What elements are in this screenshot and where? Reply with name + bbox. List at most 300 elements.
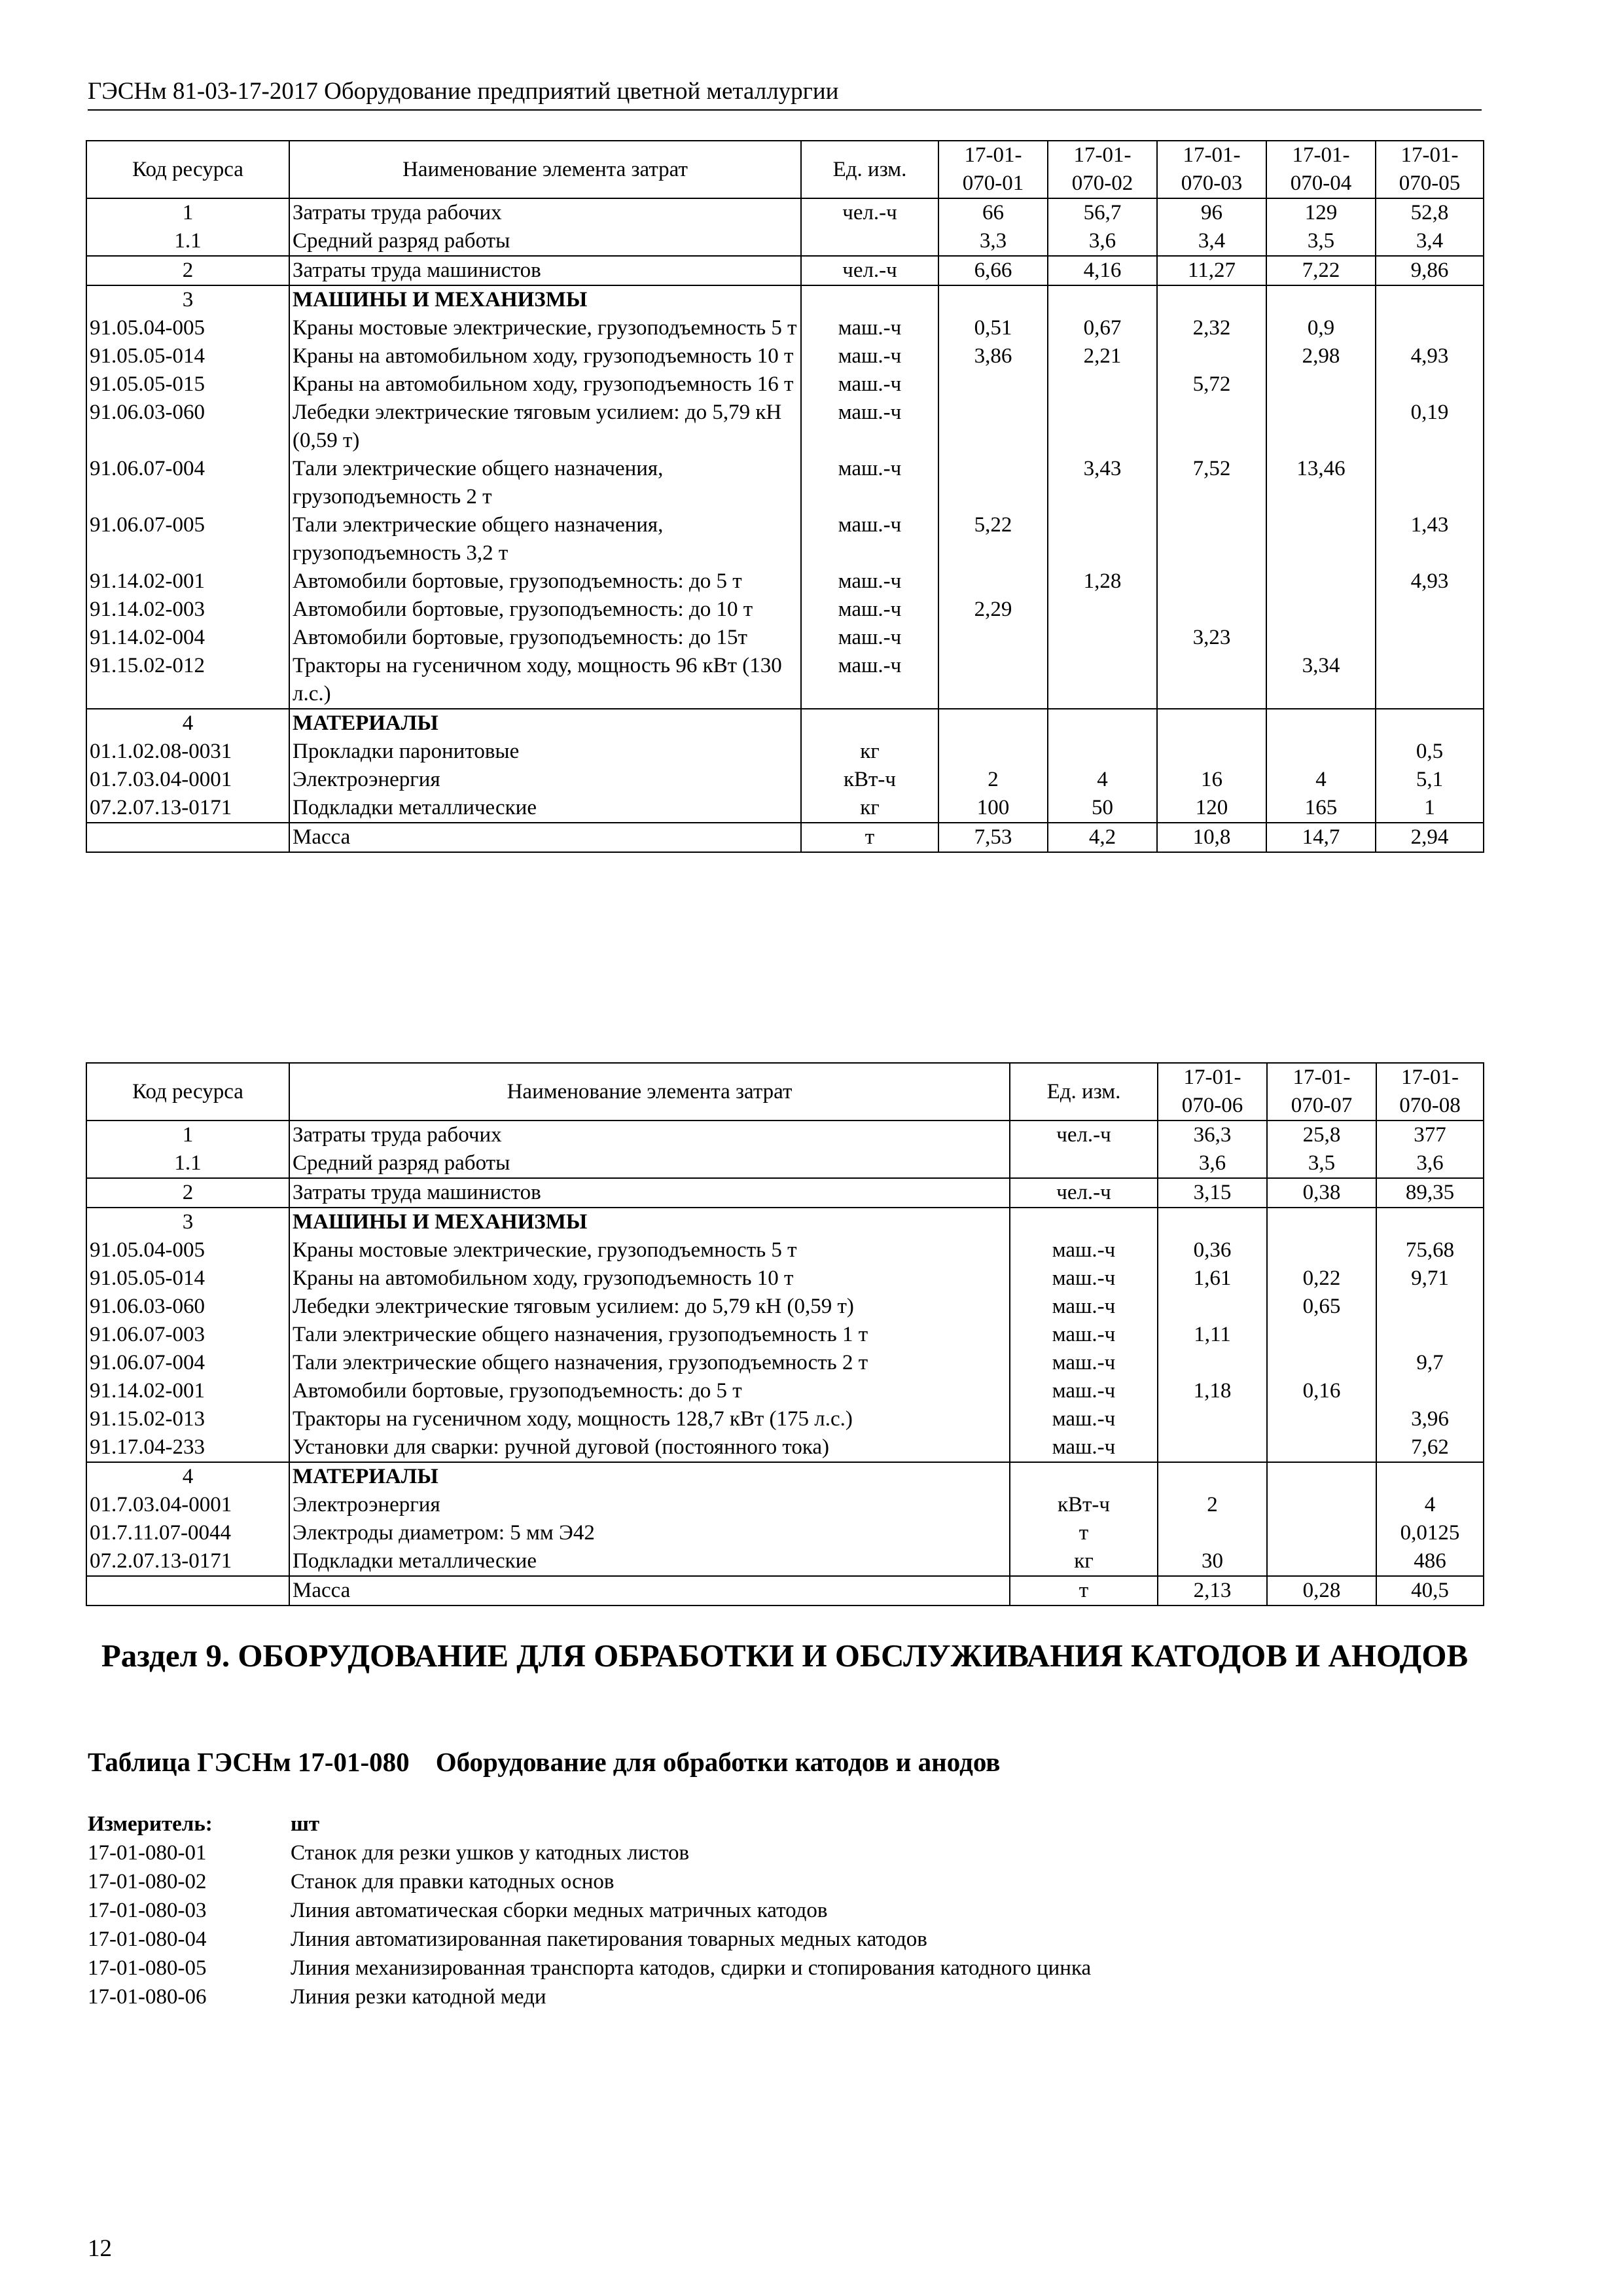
cost-element-name: Тали электрические общего назначения, грузоподъемность 2 т bbox=[289, 455, 801, 511]
meter-item-code: 17-01-080-02 bbox=[88, 1870, 207, 1893]
unit bbox=[1010, 1208, 1158, 1236]
table-row bbox=[86, 198, 1484, 227]
norm-value: 1,18 bbox=[1158, 1377, 1267, 1405]
norm-value: 9,71 bbox=[1376, 1265, 1484, 1293]
cost-element-name: Автомобили бортовые, грузоподъемность: до 5 т bbox=[289, 567, 801, 596]
meter-label: Измеритель: bbox=[88, 1812, 213, 1836]
norm-value bbox=[1157, 511, 1266, 567]
t1-col-header: 17-01- 070-02 bbox=[1048, 141, 1157, 198]
norm-value bbox=[1157, 738, 1266, 766]
table-row bbox=[86, 1519, 1484, 1547]
cost-element-name: Подкладки металлические bbox=[289, 1547, 1010, 1576]
norm-value: 4,16 bbox=[1048, 256, 1157, 285]
norm-value: 4,93 bbox=[1376, 342, 1484, 370]
meter-item-desc: Линия автоматизированная пакетирования товарных медных катодов bbox=[291, 1928, 927, 1951]
resource-code: 91.14.02-001 bbox=[86, 567, 289, 596]
resource-code: 1 bbox=[86, 1121, 289, 1149]
cost-element-name: Затраты труда машинистов bbox=[289, 1178, 1010, 1208]
table-row bbox=[86, 370, 1484, 399]
norm-value: 9,7 bbox=[1376, 1349, 1484, 1377]
cost-element-name: Тали электрические общего назначения, грузоподъемность 1 т bbox=[289, 1321, 1010, 1349]
unit: маш.-ч bbox=[801, 370, 938, 399]
table-row bbox=[86, 1208, 1484, 1236]
resource-code: 1 bbox=[86, 198, 289, 227]
unit: маш.-ч bbox=[801, 399, 938, 455]
resource-code: 91.17.04-233 bbox=[86, 1433, 289, 1462]
norm-value bbox=[1266, 624, 1376, 652]
cost-element-name: Автомобили бортовые, грузоподъемность: до 5 т bbox=[289, 1377, 1010, 1405]
norm-value: 3,6 bbox=[1048, 227, 1157, 256]
page-header: ГЭСНм 81-03-17-2017 Оборудование предприятий цветной металлургии bbox=[88, 77, 1482, 111]
resource-code: 1.1 bbox=[86, 1149, 289, 1178]
unit: маш.-ч bbox=[801, 596, 938, 624]
cost-element-name: Краны на автомобильном ходу, грузоподъемность 10 т bbox=[289, 342, 801, 370]
table-row bbox=[86, 652, 1484, 709]
resource-code: 91.15.02-013 bbox=[86, 1405, 289, 1433]
cost-element-name: Электроэнергия bbox=[289, 766, 801, 794]
norm-value: 7,52 bbox=[1157, 455, 1266, 511]
norm-value: 120 bbox=[1157, 794, 1266, 823]
resource-table-2-body bbox=[86, 1121, 1484, 1605]
unit: т bbox=[801, 823, 938, 852]
resource-code: 01.7.03.04-0001 bbox=[86, 766, 289, 794]
resource-code: 91.06.07-003 bbox=[86, 1321, 289, 1349]
unit: маш.-ч bbox=[801, 567, 938, 596]
norm-value: 0,5 bbox=[1376, 738, 1484, 766]
resource-code: 91.05.05-015 bbox=[86, 370, 289, 399]
norm-value bbox=[1267, 1491, 1376, 1519]
resource-code: 91.06.07-004 bbox=[86, 455, 289, 511]
norm-value: 36,3 bbox=[1158, 1121, 1267, 1149]
norm-value: 377 bbox=[1376, 1121, 1484, 1149]
resource-code: 91.05.05-014 bbox=[86, 1265, 289, 1293]
norm-value: 486 bbox=[1376, 1547, 1484, 1576]
t1-col-header: 17-01- 070-04 bbox=[1266, 141, 1376, 198]
norm-value: 2,29 bbox=[938, 596, 1048, 624]
cost-element-name: Затраты труда рабочих bbox=[289, 198, 801, 227]
table-row bbox=[86, 738, 1484, 766]
norm-value: 0,22 bbox=[1267, 1265, 1376, 1293]
norm-value bbox=[938, 455, 1048, 511]
unit: чел.-ч bbox=[1010, 1178, 1158, 1208]
norm-value: 11,27 bbox=[1157, 256, 1266, 285]
norm-value bbox=[938, 738, 1048, 766]
resource-code bbox=[86, 823, 289, 852]
norm-value bbox=[938, 285, 1048, 314]
table-row bbox=[86, 227, 1484, 256]
t2-col-header: Код ресурса bbox=[86, 1063, 289, 1121]
norm-value: 1 bbox=[1376, 794, 1484, 823]
norm-value: 3,3 bbox=[938, 227, 1048, 256]
norm-value bbox=[1267, 1208, 1376, 1236]
norm-value bbox=[1376, 285, 1484, 314]
norm-value: 56,7 bbox=[1048, 198, 1157, 227]
norm-value bbox=[1048, 285, 1157, 314]
t1-col-header: Код ресурса bbox=[86, 141, 289, 198]
cost-element-name: МАТЕРИАЛЫ bbox=[289, 1462, 1010, 1491]
unit: маш.-ч bbox=[1010, 1236, 1158, 1265]
resource-table-2-header bbox=[86, 1063, 1484, 1121]
norm-value bbox=[1048, 511, 1157, 567]
norm-value: 2,13 bbox=[1158, 1576, 1267, 1605]
norm-value bbox=[1157, 709, 1266, 738]
norm-value bbox=[938, 709, 1048, 738]
table-title-name: Оборудование для обработки катодов и анодов bbox=[435, 1747, 1001, 1777]
resource-code: 91.06.07-004 bbox=[86, 1349, 289, 1377]
cost-element-name: МАШИНЫ И МЕХАНИЗМЫ bbox=[289, 285, 801, 314]
norm-value: 3,4 bbox=[1157, 227, 1266, 256]
norm-value bbox=[938, 567, 1048, 596]
norm-value: 75,68 bbox=[1376, 1236, 1484, 1265]
cost-element-name: Лебедки электрические тяговым усилием: до 5,79 кН (0,59 т) bbox=[289, 1293, 1010, 1321]
norm-value bbox=[1158, 1349, 1267, 1377]
norm-value bbox=[1158, 1293, 1267, 1321]
resource-code: 91.05.04-005 bbox=[86, 314, 289, 342]
meter-item-desc: Станок для правки катодных основ bbox=[291, 1870, 615, 1893]
t1-col-header: 17-01- 070-05 bbox=[1376, 141, 1484, 198]
t2-col-header: Наименование элемента затрат bbox=[289, 1063, 1010, 1121]
t1-col-header: Наименование элемента затрат bbox=[289, 141, 801, 198]
norm-value: 7,62 bbox=[1376, 1433, 1484, 1462]
t2-col-header: 17-01- 070-08 bbox=[1376, 1063, 1484, 1121]
unit: кВт-ч bbox=[1010, 1491, 1158, 1519]
meter-item-desc: Станок для резки ушков у катодных листов bbox=[291, 1841, 690, 1865]
norm-value bbox=[1376, 370, 1484, 399]
unit: кг bbox=[1010, 1547, 1158, 1576]
resource-code: 2 bbox=[86, 1178, 289, 1208]
norm-value: 16 bbox=[1157, 766, 1266, 794]
norm-value: 0,38 bbox=[1267, 1178, 1376, 1208]
norm-value bbox=[1048, 596, 1157, 624]
unit: маш.-ч bbox=[1010, 1349, 1158, 1377]
table-row bbox=[86, 596, 1484, 624]
cost-element-name: Краны на автомобильном ходу, грузоподъемность 10 т bbox=[289, 1265, 1010, 1293]
norm-value bbox=[1266, 399, 1376, 455]
table-row bbox=[86, 1121, 1484, 1149]
unit: чел.-ч bbox=[801, 256, 938, 285]
table-row bbox=[86, 511, 1484, 567]
table-row bbox=[86, 455, 1484, 511]
norm-value bbox=[1267, 1405, 1376, 1433]
table-row bbox=[86, 1293, 1484, 1321]
unit: маш.-ч bbox=[1010, 1405, 1158, 1433]
meter-item bbox=[88, 1982, 1091, 2011]
norm-value bbox=[938, 652, 1048, 709]
cost-element-name: МАТЕРИАЛЫ bbox=[289, 709, 801, 738]
norm-value: 4 bbox=[1266, 766, 1376, 794]
norm-value: 129 bbox=[1266, 198, 1376, 227]
norm-value bbox=[1048, 370, 1157, 399]
resource-code: 2 bbox=[86, 256, 289, 285]
table-row bbox=[86, 1405, 1484, 1433]
norm-value: 0,65 bbox=[1267, 1293, 1376, 1321]
norm-value bbox=[1267, 1433, 1376, 1462]
resource-code: 1.1 bbox=[86, 227, 289, 256]
norm-value: 52,8 bbox=[1376, 198, 1484, 227]
meter-item-code: 17-01-080-01 bbox=[88, 1841, 207, 1865]
norm-value: 2 bbox=[938, 766, 1048, 794]
table-row bbox=[86, 624, 1484, 652]
unit bbox=[801, 227, 938, 256]
norm-value: 2,98 bbox=[1266, 342, 1376, 370]
norm-value: 0,9 bbox=[1266, 314, 1376, 342]
resource-code: 91.14.02-004 bbox=[86, 624, 289, 652]
t1-col-header: 17-01- 070-01 bbox=[938, 141, 1048, 198]
table-row bbox=[86, 1576, 1484, 1605]
meter-item bbox=[88, 1839, 1091, 1867]
norm-value: 3,6 bbox=[1158, 1149, 1267, 1178]
norm-value bbox=[1267, 1236, 1376, 1265]
norm-value: 25,8 bbox=[1267, 1121, 1376, 1149]
norm-value bbox=[1158, 1519, 1267, 1547]
table-row bbox=[86, 342, 1484, 370]
norm-value: 40,5 bbox=[1376, 1576, 1484, 1605]
norm-value: 7,22 bbox=[1266, 256, 1376, 285]
norm-value: 0,36 bbox=[1158, 1236, 1267, 1265]
norm-value: 0,28 bbox=[1267, 1576, 1376, 1605]
norm-value: 9,86 bbox=[1376, 256, 1484, 285]
unit: маш.-ч bbox=[801, 624, 938, 652]
unit: маш.-ч bbox=[1010, 1321, 1158, 1349]
cost-element-name: Электроэнергия bbox=[289, 1491, 1010, 1519]
norm-value bbox=[1376, 596, 1484, 624]
norm-value bbox=[1157, 342, 1266, 370]
resource-code: 07.2.07.13-0171 bbox=[86, 1547, 289, 1576]
cost-element-name: Автомобили бортовые, грузоподъемность: до 15т bbox=[289, 624, 801, 652]
norm-value bbox=[1158, 1405, 1267, 1433]
norm-value: 3,96 bbox=[1376, 1405, 1484, 1433]
norm-value: 0,19 bbox=[1376, 399, 1484, 455]
norm-value bbox=[1158, 1208, 1267, 1236]
resource-code: 91.05.05-014 bbox=[86, 342, 289, 370]
norm-value: 1,11 bbox=[1158, 1321, 1267, 1349]
table-row bbox=[86, 256, 1484, 285]
table-row bbox=[86, 1349, 1484, 1377]
table-row bbox=[86, 1491, 1484, 1519]
norm-value bbox=[1266, 709, 1376, 738]
t2-col-header: Ед. изм. bbox=[1010, 1063, 1158, 1121]
resource-code: 91.05.04-005 bbox=[86, 1236, 289, 1265]
resource-code: 3 bbox=[86, 285, 289, 314]
norm-value bbox=[1157, 596, 1266, 624]
resource-code: 91.15.02-012 bbox=[86, 652, 289, 709]
norm-value bbox=[1267, 1519, 1376, 1547]
norm-value bbox=[1157, 285, 1266, 314]
section-title: Раздел 9. ОБОРУДОВАНИЕ ДЛЯ ОБРАБОТКИ И ОБСЛУЖИВАНИЯ КАТОДОВ И АНОДОВ bbox=[101, 1638, 1469, 1674]
norm-value bbox=[1266, 596, 1376, 624]
norm-value bbox=[1048, 709, 1157, 738]
table-row bbox=[86, 1265, 1484, 1293]
cost-element-name: Лебедки электрические тяговым усилием: до 5,79 кН (0,59 т) bbox=[289, 399, 801, 455]
norm-value bbox=[1157, 652, 1266, 709]
norm-value bbox=[1376, 314, 1484, 342]
norm-value bbox=[1376, 624, 1484, 652]
resource-table-1 bbox=[86, 140, 1484, 853]
t1-col-header: Ед. изм. bbox=[801, 141, 938, 198]
resource-code: 07.2.07.13-0171 bbox=[86, 794, 289, 823]
cost-element-name: Затраты труда рабочих bbox=[289, 1121, 1010, 1149]
norm-value: 4,2 bbox=[1048, 823, 1157, 852]
unit: кг bbox=[801, 794, 938, 823]
table-row bbox=[86, 567, 1484, 596]
table-row bbox=[86, 314, 1484, 342]
table-row bbox=[86, 709, 1484, 738]
cost-element-name: Подкладки металлические bbox=[289, 794, 801, 823]
unit: маш.-ч bbox=[1010, 1377, 1158, 1405]
norm-value: 2,21 bbox=[1048, 342, 1157, 370]
t2-col-header: 17-01- 070-06 bbox=[1158, 1063, 1267, 1121]
cost-element-name: Средний разряд работы bbox=[289, 1149, 1010, 1178]
norm-value bbox=[1267, 1321, 1376, 1349]
norm-value bbox=[1266, 738, 1376, 766]
unit bbox=[1010, 1462, 1158, 1491]
norm-value bbox=[1376, 1321, 1484, 1349]
norm-value bbox=[1376, 652, 1484, 709]
norm-value bbox=[1376, 1462, 1484, 1491]
resource-table-1-body bbox=[86, 198, 1484, 852]
norm-value bbox=[1048, 399, 1157, 455]
norm-value: 4,93 bbox=[1376, 567, 1484, 596]
norm-value: 0,51 bbox=[938, 314, 1048, 342]
resource-code: 91.14.02-003 bbox=[86, 596, 289, 624]
norm-value bbox=[1158, 1462, 1267, 1491]
table-title-id: Таблица ГЭСНм 17-01-080 bbox=[88, 1747, 410, 1777]
norm-value: 3,15 bbox=[1158, 1178, 1267, 1208]
table-title bbox=[88, 1746, 1000, 1778]
norm-value: 5,1 bbox=[1376, 766, 1484, 794]
cost-element-name: Тракторы на гусеничном ходу, мощность 128,7 кВт (175 л.с.) bbox=[289, 1405, 1010, 1433]
norm-value: 1,43 bbox=[1376, 511, 1484, 567]
norm-value: 14,7 bbox=[1266, 823, 1376, 852]
unit bbox=[801, 709, 938, 738]
norm-value: 13,46 bbox=[1266, 455, 1376, 511]
norm-value bbox=[1376, 1377, 1484, 1405]
norm-value bbox=[1267, 1462, 1376, 1491]
resource-code: 01.1.02.08-0031 bbox=[86, 738, 289, 766]
resource-code: 91.06.03-060 bbox=[86, 399, 289, 455]
norm-value: 4 bbox=[1048, 766, 1157, 794]
resource-code: 91.06.07-005 bbox=[86, 511, 289, 567]
norm-value: 30 bbox=[1158, 1547, 1267, 1576]
norm-value: 1,61 bbox=[1158, 1265, 1267, 1293]
norm-value: 3,5 bbox=[1266, 227, 1376, 256]
t2-col-header: 17-01- 070-07 bbox=[1267, 1063, 1376, 1121]
unit: чел.-ч bbox=[1010, 1121, 1158, 1149]
norm-value bbox=[1048, 624, 1157, 652]
meter-item-desc: Линия механизированная транспорта катодов, сдирки и стопирования катодного цинка bbox=[291, 1956, 1092, 1980]
cost-element-name: Краны на автомобильном ходу, грузоподъемность 16 т bbox=[289, 370, 801, 399]
cost-element-name: МАШИНЫ И МЕХАНИЗМЫ bbox=[289, 1208, 1010, 1236]
norm-value: 96 bbox=[1157, 198, 1266, 227]
cost-element-name: Средний разряд работы bbox=[289, 227, 801, 256]
unit: т bbox=[1010, 1519, 1158, 1547]
norm-value bbox=[1267, 1349, 1376, 1377]
table-row bbox=[86, 1178, 1484, 1208]
resource-table-1-header bbox=[86, 141, 1484, 198]
norm-value bbox=[1157, 567, 1266, 596]
cost-element-name: Тали электрические общего назначения, грузоподъемность 3,2 т bbox=[289, 511, 801, 567]
norm-value bbox=[1048, 738, 1157, 766]
norm-value: 3,4 bbox=[1376, 227, 1484, 256]
meter-item bbox=[88, 1896, 1091, 1925]
unit: маш.-ч bbox=[1010, 1433, 1158, 1462]
unit: маш.-ч bbox=[1010, 1265, 1158, 1293]
table-row bbox=[86, 1433, 1484, 1462]
meter-row bbox=[88, 1810, 1091, 1839]
cost-element-name: Электроды диаметром: 5 мм Э42 bbox=[289, 1519, 1010, 1547]
meter-block bbox=[88, 1810, 1091, 2011]
cost-element-name: Масса bbox=[289, 823, 801, 852]
table-row bbox=[86, 1149, 1484, 1178]
unit: маш.-ч bbox=[1010, 1293, 1158, 1321]
norm-value bbox=[1267, 1547, 1376, 1576]
meter-item bbox=[88, 1954, 1091, 1982]
norm-value: 3,43 bbox=[1048, 455, 1157, 511]
meter-item-code: 17-01-080-05 bbox=[88, 1956, 207, 1980]
norm-value: 3,6 bbox=[1376, 1149, 1484, 1178]
norm-value: 3,23 bbox=[1157, 624, 1266, 652]
cost-element-name: Тракторы на гусеничном ходу, мощность 96 кВт (130 л.с.) bbox=[289, 652, 801, 709]
cost-element-name: Краны мостовые электрические, грузоподъемность 5 т bbox=[289, 1236, 1010, 1265]
norm-value: 6,66 bbox=[938, 256, 1048, 285]
cost-element-name: Затраты труда машинистов bbox=[289, 256, 801, 285]
table-row bbox=[86, 794, 1484, 823]
cost-element-name: Тали электрические общего назначения, грузоподъемность 2 т bbox=[289, 1349, 1010, 1377]
table-row bbox=[86, 1462, 1484, 1491]
unit: маш.-ч bbox=[801, 652, 938, 709]
norm-value bbox=[1376, 455, 1484, 511]
unit: т bbox=[1010, 1576, 1158, 1605]
meter-item-code: 17-01-080-06 bbox=[88, 1985, 207, 2009]
norm-value bbox=[1376, 1208, 1484, 1236]
cost-element-name: Масса bbox=[289, 1576, 1010, 1605]
norm-value bbox=[1048, 652, 1157, 709]
table-row bbox=[86, 1321, 1484, 1349]
norm-value: 7,53 bbox=[938, 823, 1048, 852]
page-number: 12 bbox=[88, 2235, 112, 2262]
norm-value: 66 bbox=[938, 198, 1048, 227]
unit: чел.-ч bbox=[801, 198, 938, 227]
norm-value: 5,22 bbox=[938, 511, 1048, 567]
cost-element-name: Установки для сварки: ручной дуговой (постоянного тока) bbox=[289, 1433, 1010, 1462]
resource-code: 91.14.02-001 bbox=[86, 1377, 289, 1405]
table-row bbox=[86, 1377, 1484, 1405]
resource-code: 4 bbox=[86, 1462, 289, 1491]
meter-items bbox=[88, 1839, 1091, 2011]
norm-value: 2 bbox=[1158, 1491, 1267, 1519]
cost-element-name: Автомобили бортовые, грузоподъемность: до 10 т bbox=[289, 596, 801, 624]
unit: кг bbox=[801, 738, 938, 766]
table-row bbox=[86, 823, 1484, 852]
norm-value: 165 bbox=[1266, 794, 1376, 823]
norm-value: 0,16 bbox=[1267, 1377, 1376, 1405]
norm-value bbox=[1376, 1293, 1484, 1321]
norm-value: 50 bbox=[1048, 794, 1157, 823]
norm-value: 2,94 bbox=[1376, 823, 1484, 852]
table-row bbox=[86, 399, 1484, 455]
norm-value bbox=[938, 624, 1048, 652]
meter-item-desc: Линия автоматическая сборки медных матричных катодов bbox=[291, 1899, 828, 1922]
norm-value: 3,34 bbox=[1266, 652, 1376, 709]
norm-value bbox=[1266, 285, 1376, 314]
norm-value: 1,28 bbox=[1048, 567, 1157, 596]
meter-item-code: 17-01-080-03 bbox=[88, 1899, 207, 1922]
t1-col-header: 17-01- 070-03 bbox=[1157, 141, 1266, 198]
norm-value: 0,0125 bbox=[1376, 1519, 1484, 1547]
meter-item bbox=[88, 1867, 1091, 1896]
norm-value bbox=[1158, 1433, 1267, 1462]
unit bbox=[801, 285, 938, 314]
